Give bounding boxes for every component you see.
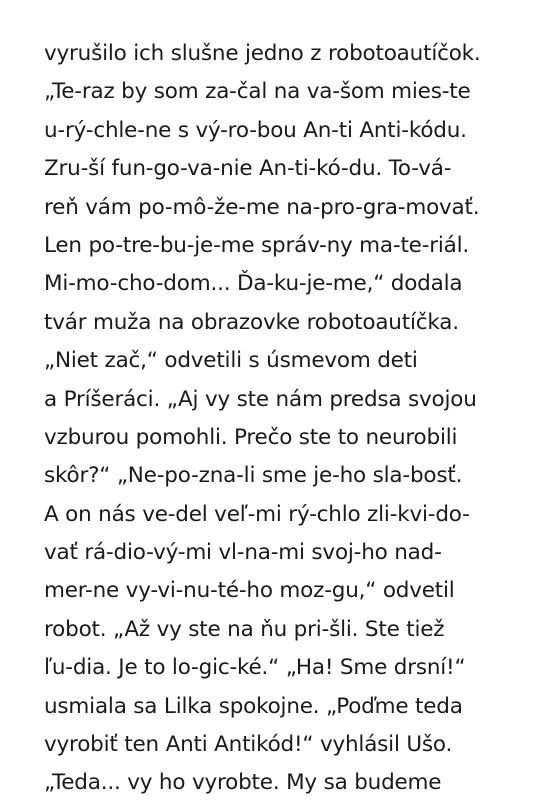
text-line: „Niet zač,“ odvetili s úsmevom deti	[44, 348, 418, 374]
text-line: ľu-dia. Je to lo-gic-ké.“ „Ha! Sme drsní!“	[44, 655, 466, 681]
text-line: tvár muža na obrazovke robotoautíčka.	[44, 309, 459, 335]
text-line: vať rá-dio-vý-mi vl-na-mi svoj-ho nad-	[44, 540, 442, 566]
text-line: vzburou pomohli. Prečo ste to neurobili	[44, 424, 458, 450]
text-line: reň vám po-mô-že-me na-pro-gra-movať.	[44, 194, 480, 220]
text-line: „Teda... vy ho vyrobte. My sa budeme	[44, 770, 442, 796]
text-line: robot. „Až vy ste na ňu pri-šli. Ste tiež	[44, 616, 445, 642]
text-line: A on nás ve-del veľ-mi rý-chlo zli-kvi-do-	[44, 501, 470, 527]
text-line: a Príšeráci. „Aj vy ste nám predsa svojou	[44, 386, 477, 412]
text-line: mer-ne vy-vi-nu-té-ho moz-gu,“ odvetil	[44, 578, 455, 604]
text-line: vyrobiť ten Anti Antikód!“ vyhlásil Ušo.	[44, 732, 453, 758]
text-line: usmiala sa Lilka spokojne. „Poďme teda	[44, 693, 463, 719]
text-line: Zru-ší fun-go-va-nie An-ti-kó-du. To-vá-	[44, 156, 452, 182]
text-line: „Te-raz by som za-čal na va-šom mies-te	[44, 79, 471, 105]
page-text	[44, 35, 539, 803]
text-line: Len po-tre-bu-je-me správ-ny ma-te-riál.	[44, 232, 470, 258]
text-line: u-rý-chle-ne s vý-ro-bou An-ti Anti-kódu.	[44, 117, 467, 143]
text-line: skôr?“ „Ne-po-zna-li sme je-ho sla-bosť.	[44, 463, 463, 489]
text-line: Mi-mo-cho-dom... Ďa-ku-je-me,“ dodala	[44, 271, 463, 297]
text-line: vyrušilo ich slušne jedno z robotoautíčok.	[44, 41, 481, 66]
